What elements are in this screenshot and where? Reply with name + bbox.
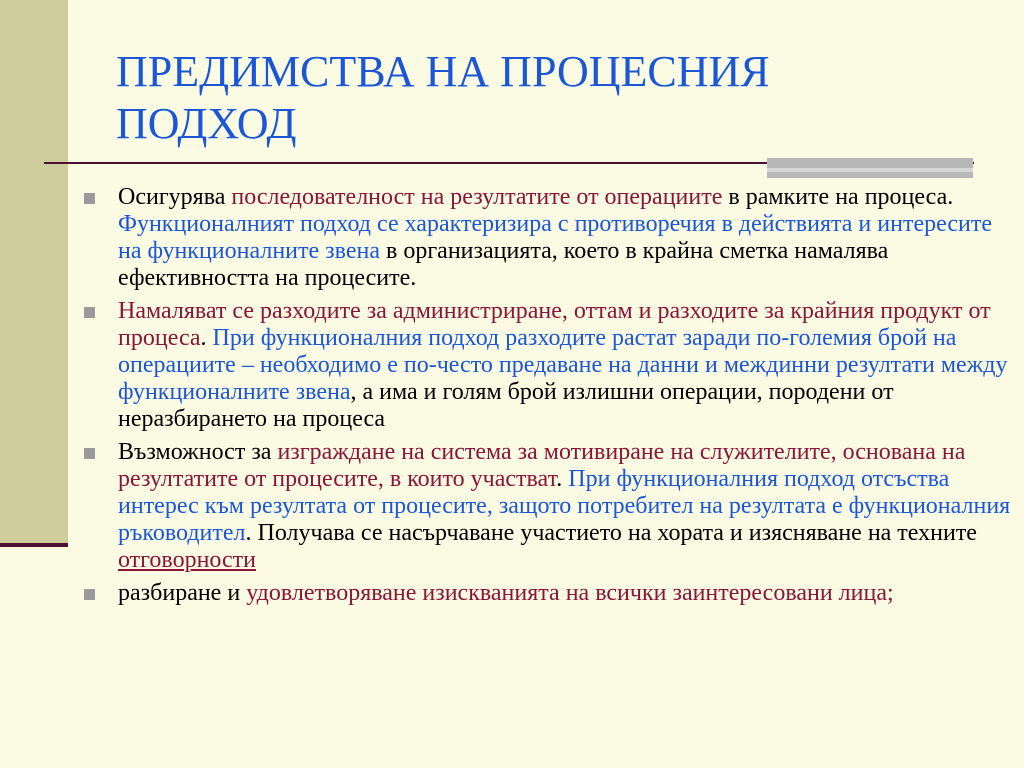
bullet-list bbox=[84, 184, 1014, 613]
bullet-3-text-1: Възможност за bbox=[118, 439, 278, 465]
slide-title-line1: ПРЕДИМСТВА НА ПРОЦЕСНИЯ bbox=[116, 47, 770, 96]
bullet-2-text-1: Намаляват се разходите за администриране, оттам и разходите за крайния продукт от процеса bbox=[118, 298, 991, 351]
left-bar-underline bbox=[0, 543, 68, 547]
bullet-2-text-4: , а има и голям брой излишни операции, породени от неразбирането на процеса bbox=[118, 379, 894, 432]
bullet-3-text-5: . Получава се насърчаване участието на хората и изясняване на техните bbox=[245, 520, 977, 546]
square-bullet-icon bbox=[84, 193, 95, 204]
square-bullet-icon bbox=[84, 307, 95, 318]
bullet-item-2 bbox=[84, 298, 1014, 433]
bullet-item-3 bbox=[84, 439, 1014, 574]
square-bullet-icon bbox=[84, 448, 95, 459]
bullet-2-text-2: . bbox=[200, 325, 213, 351]
bullet-1-text-3: в рамките на процеса. bbox=[722, 184, 954, 210]
square-bullet-icon bbox=[84, 589, 95, 600]
slide-title-line2: ПОДХОД bbox=[116, 99, 297, 148]
bullet-2-text-3: При функционалния подход разходите растат заради по-големия брой на операциите – необходимо е по-често предаване на данни и междинни резултати между функционалните звена bbox=[118, 325, 1008, 405]
bullet-3-text-3: . bbox=[556, 466, 569, 492]
bullet-4-text-2: удовлетворяване изискванията на всички заинтересовани лица; bbox=[246, 580, 894, 606]
bullet-3-text-4: При функционалния подход отсъства интерес към резултата от процесите, защото потребител на резултата е функционалния ръководител bbox=[118, 466, 1011, 546]
left-decorative-bar bbox=[0, 0, 68, 545]
bullet-3-text-2: изграждане на система за мотивиране на служителите, основана на резултатите от процесите, в които участват bbox=[118, 439, 966, 492]
title-divider-accent-highlight bbox=[767, 168, 973, 172]
bullet-1-text-1: Осигурява bbox=[118, 184, 232, 210]
bullet-1-text-2: последователност на резултатите от операциите bbox=[231, 184, 723, 210]
slide-title bbox=[116, 46, 916, 150]
bullet-3-link-responsibilities[interactable]: отговорности bbox=[118, 547, 257, 573]
bullet-1-text-5: в организацията, което в крайна сметка намалява ефективността на процесите. bbox=[118, 238, 889, 291]
bullet-4-text-1: разбиране и bbox=[118, 580, 247, 606]
bullet-1-text-4: Функционалният подход се характеризира с противоречия в действията и интересите на функционалните звена bbox=[118, 211, 992, 264]
bullet-item-1 bbox=[84, 184, 1014, 292]
bullet-item-4 bbox=[84, 580, 1014, 607]
